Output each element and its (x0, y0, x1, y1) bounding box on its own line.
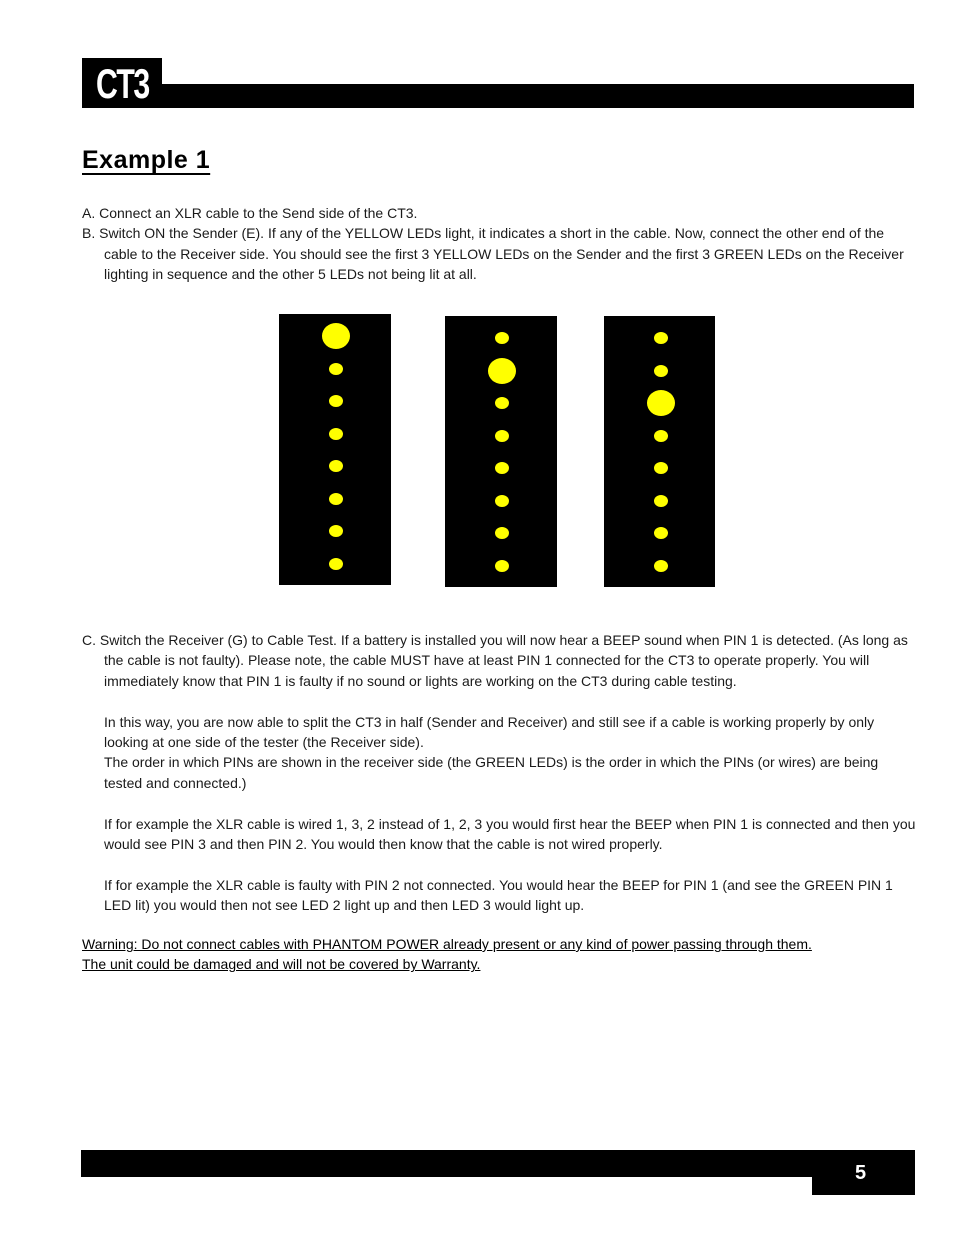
led-panel-1 (279, 314, 391, 585)
led-icon (329, 363, 343, 375)
header-bar (160, 84, 914, 108)
led-icon (329, 460, 343, 472)
led-icon (495, 495, 509, 507)
ct3-logo (82, 58, 162, 108)
logo-text: CT3 (96, 60, 149, 107)
led-icon (329, 558, 343, 570)
led-icon (654, 332, 668, 344)
step-c: C. Switch the Receiver (G) to Cable Test. If a battery is installed you will now hear a BEEP sound when PIN 1 is detected. (As long as the cable is not faulty). Please note, the cable MUST have at least PIN 1 connected for the CT3 to operate properly. You will immediately know that PIN 1 is faulty if no sound or lights are working on the CT3 during cable testing. (82, 632, 908, 689)
step-a: A. Connect an XLR cable to the Send side of the CT3. (82, 205, 418, 221)
paragraph-fault-example: If for example the XLR cable is faulty with PIN 2 not connected. You would hear the BEEP for PIN 1 (and see the GREEN PIN 1 LED lit) you would then not see LED 2 light up and then LED 3 would light up. (104, 876, 893, 914)
led-lit-icon (488, 358, 516, 384)
led-icon (654, 560, 668, 572)
paragraph-order: The order in which PINs are shown in the receiver side (the GREEN LEDs) is the order in which the PINs (or wires) are being tested and connected.) (104, 754, 879, 791)
led-panel-3 (604, 316, 715, 587)
led-icon (495, 397, 509, 409)
paragraph-split: In this way, you are now able to split the CT3 in half (Sender and Receiver) and still see if a cable is working properly by only looking at one side of the tester (the Receiver side). (104, 713, 875, 751)
footer-bar (81, 1150, 915, 1177)
led-icon (329, 525, 343, 537)
led-icon (495, 332, 509, 344)
led-icon (654, 462, 668, 474)
led-icon (495, 462, 509, 474)
led-icon (654, 365, 668, 377)
page-number: 5 (855, 1162, 867, 1184)
warning-line-2: The unit could be damaged and will not be covered by Warranty. (82, 956, 481, 973)
led-icon (495, 430, 509, 442)
led-icon (654, 527, 668, 539)
page-number-box (812, 1150, 915, 1195)
led-icon (495, 527, 509, 539)
led-lit-icon (322, 323, 350, 349)
warning-line-1: Warning: Do not connect cables with PHANTOM POWER already present or any kind of power passing through them. (82, 936, 812, 952)
led-icon (329, 493, 343, 505)
led-icon (654, 430, 668, 442)
led-icon (329, 428, 343, 440)
led-icon (495, 560, 509, 572)
section-title: Example 1 (82, 146, 211, 174)
led-lit-icon (647, 390, 675, 416)
paragraph-wiring-example: If for example the XLR cable is wired 1, 3, 2 instead of 1, 2, 3 you would first hear the BEEP when PIN 1 is connected and then you would see PIN 3 and then PIN 2. You would then know that the cable is not wired properly. (104, 815, 916, 853)
led-icon (329, 395, 343, 407)
step-b: B. Switch ON the Sender (E). If any of the YELLOW LEDs light, it indicates a short in the cable. Now, connect the other end of the cable to the Receiver side. You should see the first 3 YELLOW LEDs on the Sender and the first 3 GREEN LEDs on the Receiver lighting in sequence and the other 5 LEDs not being lit at all. (82, 225, 904, 283)
led-panel-2 (445, 316, 557, 587)
body-text (82, 630, 916, 916)
intro-text (82, 203, 916, 285)
led-icon (654, 495, 668, 507)
warning-notice (82, 934, 812, 975)
